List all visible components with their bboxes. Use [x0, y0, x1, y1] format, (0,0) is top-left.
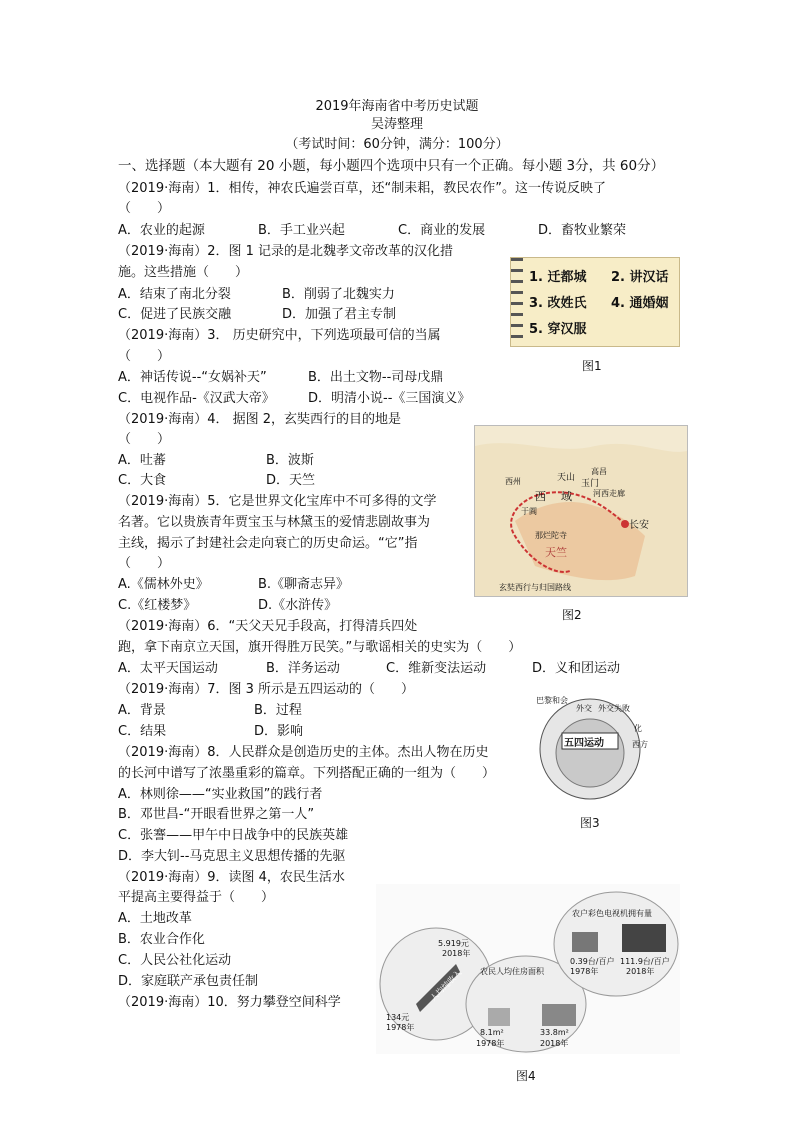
q1-blank: （ ） [118, 201, 171, 216]
q4-option-a: A．吐蕃 [118, 453, 166, 468]
tv-shape-old [572, 932, 598, 952]
figure-3-diagram [528, 693, 652, 803]
fig1-item-5: 5. 穿汉服 [529, 322, 587, 337]
fig3-ring-5: 化 [634, 724, 642, 733]
q1-option-d: D．畜牧业繁荣 [538, 223, 627, 238]
house-old [488, 1008, 510, 1026]
q6-option-d: D．义和团运动 [532, 661, 621, 676]
q5-option-c: C.《红楼梦》 [118, 598, 197, 613]
fig4-mid-right: 33.8m² [540, 1028, 569, 1037]
q10-stem: （2019·海南）10．努力攀登空间科学 [118, 995, 341, 1010]
label-gaochang: 高昌 [591, 467, 607, 476]
q6-option-b: B．洋务运动 [266, 661, 340, 676]
fig3-ring-3: 外交失败 [598, 704, 630, 713]
q4-option-c: C．大食 [118, 473, 167, 488]
q6-stem-2: 跑，拿下南京立天国，旗开得胜万民笑。”与歌谣相关的史实为（ ） [118, 640, 522, 655]
figure-2-caption: 图2 [562, 608, 582, 622]
fig3-ring-2: 外交 [576, 704, 592, 713]
q2-option-d: D．加强了君主专制 [282, 307, 397, 322]
figure-2-map [474, 425, 688, 597]
fig4-top-left-year: 1978年 [570, 967, 599, 976]
fig3-ring-1: 巴黎和会 [536, 696, 568, 705]
q3-option-d: D．明清小说--《三国演义》 [308, 391, 471, 406]
figure-1-caption: 图1 [582, 359, 602, 373]
q5-option-a: A.《儒林外史》 [118, 577, 209, 592]
q3-option-a: A．神话传说--“女娲补天” [118, 370, 267, 385]
figure-4-caption: 图4 [516, 1069, 536, 1083]
fig4-top-right-year: 2018年 [626, 967, 655, 976]
label-nalanda: 那烂陀寺 [535, 531, 567, 540]
map-drawing [475, 426, 687, 596]
q7-option-b: B．过程 [254, 703, 302, 718]
q5-option-b: B.《聊斋志异》 [258, 577, 350, 592]
q2-stem-2: 施。这些措施（ ） [118, 265, 249, 280]
q4-option-b: B．波斯 [266, 453, 314, 468]
q5-stem-1: （2019·海南）5．它是世界文化宝库中不可多得的文学 [118, 494, 437, 509]
inner-disc [556, 719, 624, 787]
fig4-left-bottom: 134元 [386, 1013, 410, 1022]
q7-option-a: A．背景 [118, 703, 166, 718]
q1-option-b: B．手工业兴起 [258, 223, 345, 238]
q6-option-c: C．维新变法运动 [386, 661, 487, 676]
q8-stem-1: （2019·海南）8．人民群众是创造历史的主体。杰出人物在历史 [118, 745, 489, 760]
page-title: 2019年海南省中考历史试题 [315, 99, 479, 114]
fig4-mid-right-year: 2018年 [540, 1039, 569, 1048]
q8-option-c: C．张謇——甲午中日战争中的民族英雄 [118, 828, 349, 843]
q9-option-a: A．土地改革 [118, 911, 192, 926]
q3-option-c: C．电视作品-《汉武大帝》 [118, 391, 275, 406]
fig4-left-bottom-year: 1978年 [386, 1023, 415, 1032]
fig4-mid-left-year: 1978年 [476, 1039, 505, 1048]
fig1-item-4: 4. 通婚姻 [611, 296, 669, 311]
q3-stem: （2019·海南）3． 历史研究中，下列选项最可信的当属 [118, 328, 441, 343]
map-legend: 玄奘西行与归国路线 [499, 583, 571, 592]
spiral-binding [511, 258, 523, 346]
q2-option-b: B．削弱了北魏实力 [282, 287, 395, 302]
fig4-mid-left: 8.1m² [480, 1028, 504, 1037]
q9-option-c: C．人民公社化运动 [118, 953, 232, 968]
q3-blank: （ ） [118, 349, 171, 364]
house-new [542, 1004, 576, 1026]
q6-stem-1: （2019·海南）6．“天父天兄手段高，打得清兵四处 [118, 619, 418, 634]
fig3-ring-4: 西方 [632, 740, 648, 749]
label-hexi: 河西走廊 [593, 489, 625, 498]
q2-stem-1: （2019·海南）2．图 1 记录的是北魏孝文帝改革的汉化措 [118, 244, 454, 259]
tv-shape-new [622, 924, 666, 952]
q9-stem-1: （2019·海南）9．读图 4，农民生活水 [118, 870, 345, 885]
label-yu: 域 [561, 490, 572, 503]
q5-option-d: D.《水浒传》 [258, 598, 338, 613]
fig4-left-top-year: 2018年 [442, 949, 471, 958]
q5-blank: （ ） [118, 556, 171, 571]
q9-option-b: B．农业合作化 [118, 932, 205, 947]
fig4-mid-title: 农民人均住房面积 [480, 967, 544, 976]
figure-3-caption: 图3 [580, 816, 600, 830]
q1-option-c: C．商业的发展 [398, 223, 486, 238]
q8-option-d: D．李大钊--马克思主义思想传播的先驱 [118, 849, 346, 864]
fig4-top-right: 111.9台/百户 [620, 957, 670, 966]
q7-stem: （2019·海南）7．图 3 所示是五四运动的（ ） [118, 682, 415, 697]
fig4-arrow-label: 人均纯收入 [428, 968, 464, 1003]
fig1-item-3: 3. 改姓氏 [529, 296, 587, 311]
q2-option-c: C．促进了民族交融 [118, 307, 232, 322]
fig4-top-left: 0.39台/百户 [570, 957, 615, 966]
fig1-item-1: 1. 迁都城 [529, 270, 587, 285]
fig4-top-title: 农户彩色电视机拥有量 [572, 909, 652, 918]
label-xi: 西 [535, 490, 546, 503]
q2-option-a: A．结束了南北分裂 [118, 287, 231, 302]
section-heading: 一、选择题（本大题有 20 小题，每小题四个选项中只有一个正确。每小题 3分，共 60分） [118, 158, 665, 174]
label-changan: 长安 [629, 520, 649, 531]
label-tianshan: 天山 [557, 473, 576, 483]
fig3-center-label: 五四运动 [564, 738, 604, 749]
q5-stem-2: 名著。它以贵族青年贾宝玉与林黛玉的爱情悲剧故事为 [118, 515, 431, 530]
q8-option-a: A．林则徐——“实业救国”的践行者 [118, 787, 323, 802]
q8-stem-2: 的长河中谱写了浓墨重彩的篇章。下列搭配正确的一组为（ ） [118, 766, 496, 781]
author-line: 吴涛整理 [370, 117, 423, 132]
fig1-item-2: 2. 讲汉话 [611, 270, 669, 285]
q4-stem: （2019·海南）4． 据图 2，玄奘西行的目的地是 [118, 412, 402, 427]
exam-info: （考试时间：60分钟，满分：100分） [285, 137, 509, 152]
label-yutian: 于阗 [521, 507, 537, 516]
q7-option-c: C．结果 [118, 724, 167, 739]
q5-stem-3: 主线，揭示了封建社会走向衰亡的历史命运。“它”指 [118, 536, 418, 551]
label-xizhou: 西州 [505, 477, 521, 486]
q1-option-a: A．农业的起源 [118, 223, 205, 238]
q9-option-d: D．家庭联产承包责任制 [118, 974, 259, 989]
figure-1-notebook [510, 257, 680, 347]
q8-option-b: B．邓世昌-“开眼看世界之第一人” [118, 807, 315, 822]
changan-marker [621, 520, 629, 528]
q4-blank: （ ） [118, 432, 171, 447]
q6-option-a: A．太平天国运动 [118, 661, 218, 676]
label-yumen: 玉门 [581, 479, 600, 489]
figure-4-infographic [376, 884, 680, 1054]
q9-stem-2: 平提高主要得益于（ ） [118, 890, 275, 905]
q1-stem: （2019·海南）1．相传，神农氏遍尝百草，还“制耒耜，教民农作”。这一传说反映了 [118, 181, 606, 196]
q4-option-d: D．天竺 [266, 473, 316, 488]
label-tianzhu: 天竺 [545, 546, 567, 559]
fig4-left-top: 5.919元 [438, 939, 469, 948]
q7-option-d: D．影响 [254, 724, 304, 739]
q3-option-b: B．出土文物--司母戊鼎 [308, 370, 444, 385]
